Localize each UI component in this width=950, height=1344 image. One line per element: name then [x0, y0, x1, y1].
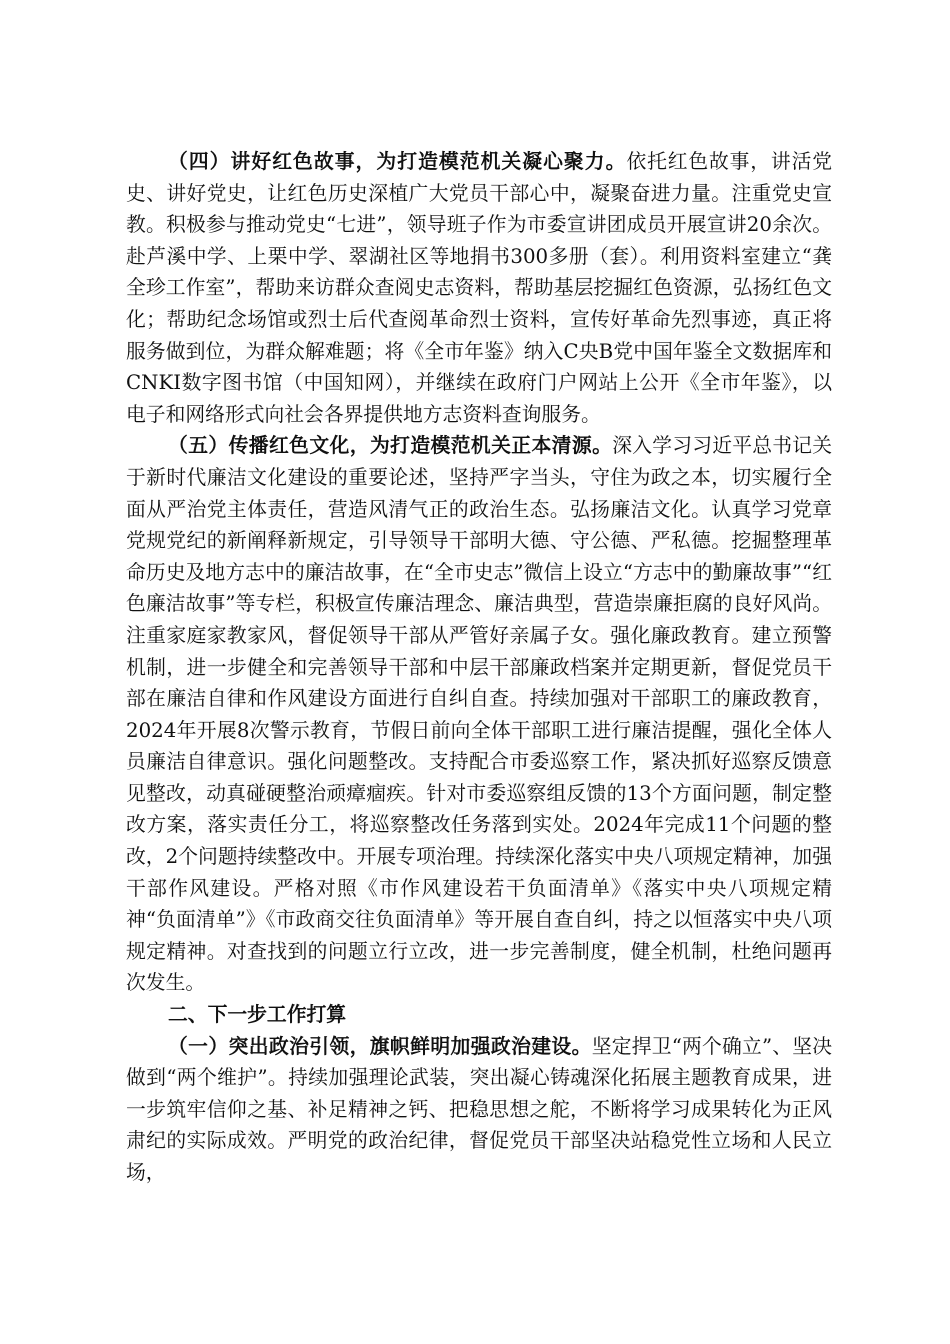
paragraph-next-one	[126, 1031, 832, 1189]
paragraph-four-body: 依托红色故事，讲活党史、讲好党史，让红色历史深植广大党员干部心中，凝聚奋进力量。注重党史宣教。积极参与推动党史“七进”，领导班子作为市委宣讲团成员开展宣讲20余次。赴芦溪中学、上栗中学、翠湖社区等地捐书300多册（套）。利用资料室建立“龚全珍工作室”，帮助来访群众查阅史志资料，帮助基层挖掘红色资源，弘扬红色文化；帮助纪念场馆或烈士后代查阅革命烈士资料，宣传好革命先烈事迹，真正将服务做到位，为群众解难题；将《全市年鉴》纳入C央B党中国年鉴全文数据库和CNKI数字图书馆（中国知网），并继续在政府门户网站上公开《全市年鉴》，以电子和网络形式向社会各界提供地方志资料查询服务。	[126, 150, 832, 426]
section-heading: 二、下一步工作打算	[168, 1003, 347, 1027]
paragraph-next-one-body: 坚定捍卫“两个确立”、坚决做到“两个维护”。持续加强理论武装，突出凝心铸魂深化拓展主题教育成果，进一步筑牢信仰之基、补足精神之钙、把稳思想之舵，不断将学习成果转化为正风肃纪的实际成效。严明党的政治纪律，督促党员干部坚决站稳党性立场和人民立场，	[126, 1034, 833, 1184]
paragraph-four	[126, 146, 832, 430]
document-page	[126, 146, 832, 1189]
paragraph-five-body: 深入学习习近平总书记关于新时代廉洁文化建设的重要论述，坚持严字当头，守住为政之本，切实履行全面从严治党主体责任，营造风清气正的政治生态。弘扬廉洁文化。认真学习党章党规党纪的新阐释新规定，引导领导干部明大德、守公德、严私德。挖掘整理革命历史及地方志中的廉洁故事，在“全市史志”微信上设立“方志中的勤廉故事”“红色廉洁故事”等专栏，积极宣传廉洁理念、廉洁典型，营造崇廉拒腐的良好风尚。注重家庭家教家风，督促领导干部从严管好亲属子女。强化廉政教育。建立预警机制，进一步健全和完善领导干部和中层干部廉政档案并定期更新，督促党员干部在廉洁自律和作风建设方面进行自纠自查。持续加强对干部职工的廉政教育，2024年开展8次警示教育，节假日前向全体干部职工进行廉洁提醒，强化全体人员廉洁自律意识。强化问题整改。支持配合市委巡察工作，紧决抓好巡察反馈意见整改，动真碰硬整治顽瘴痼疾。针对市委巡察组反馈的13个方面问题，制定整改方案，落实责任分工，将巡察整改任务落到实处。2024年完成11个问题的整改，2个问题持续整改中。开展专项治理。持续深化落实中央八项规定精神，加强干部作风建设。严格对照《市作风建设若干负面清单》《落实中央八项规定精神“负面清单”》《市政商交往负面清单》等开展自查自纠，持之以恒落实中央八项规定精神。对查找到的问题立行立改，进一步完善制度，健全机制，杜绝问题再次发生。	[126, 434, 832, 995]
paragraph-next-one-heading: （一）突出政治引领，旗帜鲜明加强政治建设。	[168, 1034, 592, 1058]
paragraph-four-heading: （四）讲好红色故事，为打造模范机关凝心聚力。	[168, 150, 627, 173]
paragraph-five-heading: （五）传播红色文化，为打造模范机关正本清源。	[168, 434, 613, 458]
paragraph-five	[126, 430, 832, 999]
